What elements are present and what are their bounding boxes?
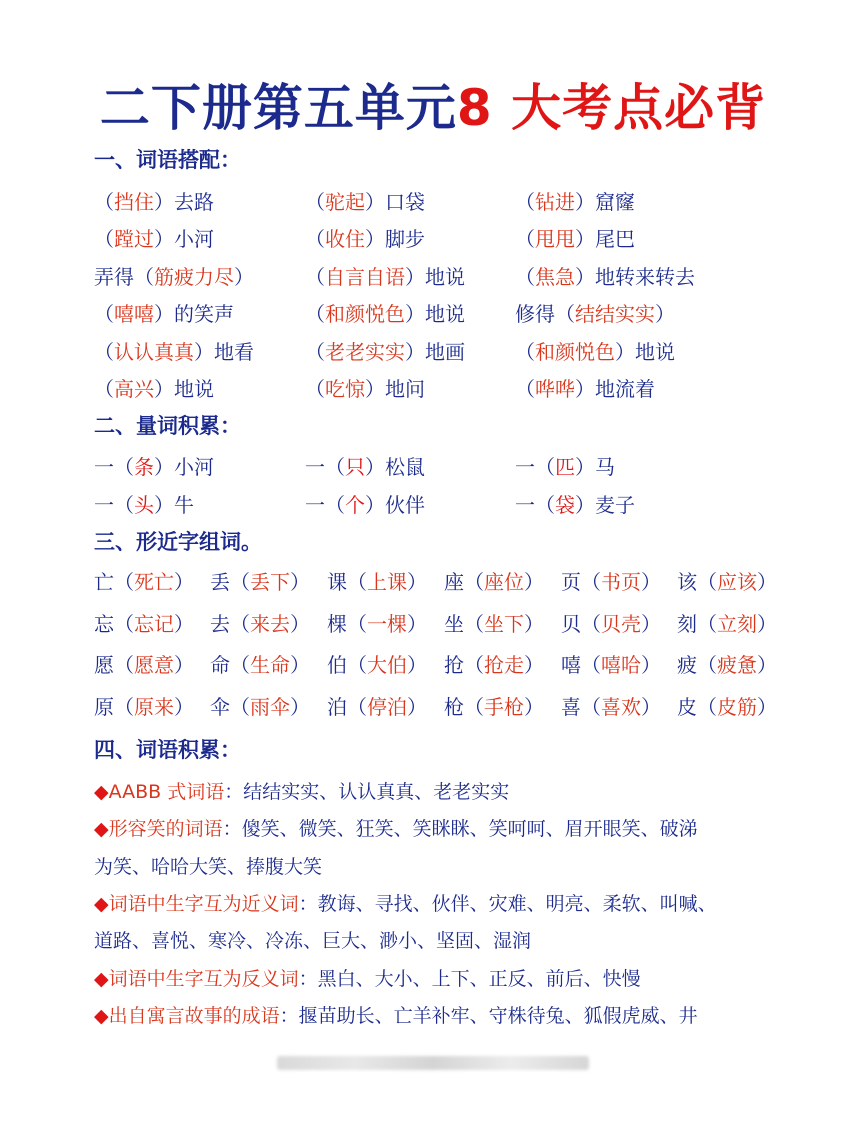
accumulation-line <box>94 927 531 955</box>
base-char: 原 <box>94 695 114 720</box>
phrase-suffix: 地转来转去 <box>595 264 695 289</box>
line-text: 道路、喜悦、寒冷、冷冻、巨大、渺小、坚固、湿润 <box>94 930 532 953</box>
phrase-entry <box>305 491 425 519</box>
line-text: ：教诲、寻找、伙伴、灾难、明亮、柔软、叫喊、 <box>298 892 717 915</box>
answer-text: 挡住 <box>114 190 154 214</box>
char-group <box>327 693 427 721</box>
paren-close: ） <box>407 611 427 636</box>
phrase-entry <box>94 338 254 366</box>
paren-open: （ <box>515 377 535 401</box>
char-group <box>94 610 194 638</box>
paren-open: （ <box>305 377 325 401</box>
paren-close: ） <box>407 653 427 678</box>
answer-text: 生命 <box>250 653 290 678</box>
phrase-entry <box>94 375 214 403</box>
char-group <box>444 610 544 638</box>
phrase-suffix: 的笑声 <box>174 302 234 327</box>
char-group <box>444 568 544 596</box>
phrase-entry <box>305 188 425 216</box>
paren-open: （ <box>305 190 325 214</box>
paren-close: ） <box>575 493 595 517</box>
diamond-bullet-icon: ◆ <box>94 781 109 803</box>
paren-close: ） <box>154 455 174 479</box>
paren-close: ） <box>641 653 661 678</box>
paren-close: ） <box>174 695 194 720</box>
base-char: 页 <box>561 570 581 594</box>
paren-close: ） <box>407 695 427 720</box>
phrase-entry <box>515 225 635 253</box>
paren-close: ） <box>365 377 385 401</box>
phrase-entry <box>515 491 635 519</box>
paren-close: ） <box>154 377 174 401</box>
phrase-entry <box>94 453 214 481</box>
paren-close: ） <box>234 264 254 289</box>
paren-close: ） <box>365 190 385 214</box>
phrase-suffix: 地画 <box>425 339 465 364</box>
base-char: 座 <box>444 570 464 594</box>
paren-open: （ <box>535 455 555 479</box>
diamond-bullet-icon: ◆ <box>94 1004 109 1027</box>
answer-text: 甩甩 <box>535 227 575 252</box>
paren-close: ） <box>575 227 595 252</box>
paren-open: （ <box>230 611 250 636</box>
paren-open: （ <box>305 302 325 327</box>
paren-close: ） <box>405 264 425 289</box>
paren-open: （ <box>114 653 134 678</box>
char-group <box>677 651 777 679</box>
paren-close: ） <box>365 455 385 479</box>
line-text: ：黑白、大小、上下、正反、前后、快慢 <box>298 967 641 990</box>
answer-text: 头 <box>134 493 154 517</box>
paren-open: （ <box>464 653 484 678</box>
paren-open: （ <box>535 493 555 517</box>
paren-close: ） <box>615 339 635 364</box>
paren-close: ） <box>290 611 310 636</box>
answer-text: 嘻哈 <box>601 653 641 678</box>
accumulation-line <box>94 778 509 806</box>
section3-heading: 三、形近字组词。 <box>94 530 262 554</box>
phrase-entry <box>305 453 425 481</box>
answer-text: 和颜悦色 <box>325 302 405 327</box>
phrase-suffix: 窟窿 <box>595 190 635 214</box>
paren-open: （ <box>325 455 345 479</box>
answer-text: 喜欢 <box>601 695 641 720</box>
phrase-suffix: 牛 <box>174 493 194 517</box>
paren-open: （ <box>464 695 484 720</box>
answer-text: 书页 <box>601 570 641 594</box>
answer-text: 自言自语 <box>325 264 405 289</box>
base-char: 丢 <box>210 570 230 594</box>
paren-open: （ <box>114 611 134 636</box>
answer-text: 应该 <box>717 570 757 594</box>
paren-close: ） <box>174 653 194 678</box>
phrase-entry <box>94 263 254 291</box>
paren-close: ） <box>641 611 661 636</box>
accumulation-line <box>94 890 717 918</box>
answer-text: 抢走 <box>484 653 524 678</box>
paren-open: （ <box>515 190 535 214</box>
answer-text: 钻进 <box>535 190 575 214</box>
paren-close: ） <box>575 190 595 214</box>
phrase-entry <box>305 263 465 291</box>
paren-open: （ <box>347 653 367 678</box>
base-char: 坐 <box>444 611 464 636</box>
paren-close: ） <box>575 455 595 479</box>
paren-close: ） <box>290 695 310 720</box>
category-label: 词语中生字互为反义词 <box>108 967 299 990</box>
paren-open: （ <box>94 339 114 364</box>
base-char: 皮 <box>677 695 697 720</box>
paren-close: ） <box>154 493 174 517</box>
phrase-prefix: 一 <box>515 493 535 517</box>
paren-close: ） <box>757 611 777 636</box>
paren-open: （ <box>464 611 484 636</box>
answer-text: 来去 <box>250 611 290 636</box>
char-group <box>561 610 661 638</box>
accumulation-line <box>94 815 698 843</box>
phrase-prefix: 一 <box>305 455 325 479</box>
paren-open: （ <box>697 611 717 636</box>
paren-close: ） <box>524 611 544 636</box>
phrase-entry <box>94 300 234 328</box>
answer-text: 哗哗 <box>535 377 575 401</box>
phrase-prefix: 修得 <box>515 302 555 327</box>
line-text: ：揠苗助长、亡羊补牢、守株待兔、狐假虎威、井 <box>279 1004 698 1027</box>
base-char: 疲 <box>677 653 697 678</box>
char-group <box>327 651 427 679</box>
phrase-suffix: 马 <box>595 455 615 479</box>
char-group <box>444 651 544 679</box>
answer-text: 原来 <box>134 695 174 720</box>
line-text: ：傻笑、微笑、狂笑、笑眯眯、笑呵呵、眉开眼笑、破涕 <box>222 818 698 841</box>
accumulation-line <box>94 1002 698 1030</box>
phrase-suffix: 地说 <box>425 302 465 327</box>
base-char: 伯 <box>327 653 347 678</box>
char-group <box>677 610 777 638</box>
phrase-entry <box>515 300 675 328</box>
base-char: 课 <box>327 570 347 594</box>
base-char: 伞 <box>210 695 230 720</box>
paren-close: ） <box>575 264 595 289</box>
paren-open: （ <box>305 339 325 364</box>
phrase-prefix: 一 <box>94 493 114 517</box>
paren-open: （ <box>305 227 325 252</box>
paren-close: ） <box>757 570 777 594</box>
phrase-suffix: 口袋 <box>385 190 425 214</box>
base-char: 贝 <box>561 611 581 636</box>
paren-close: ） <box>290 570 310 594</box>
answer-text: 袋 <box>555 493 575 517</box>
char-group <box>561 693 661 721</box>
paren-close: ） <box>405 302 425 327</box>
answer-text: 坐下 <box>484 611 524 636</box>
answer-text: 条 <box>134 455 154 479</box>
answer-text: 疲惫 <box>717 653 757 678</box>
char-group <box>677 568 777 596</box>
answer-text: 蹚过 <box>114 227 154 252</box>
paren-open: （ <box>114 570 134 594</box>
phrase-suffix: 小河 <box>174 227 214 252</box>
line-text: ：结结实实、认认真真、老老实实 <box>224 781 510 803</box>
answer-text: 立刻 <box>717 611 757 636</box>
phrase-entry <box>515 188 635 216</box>
paren-open: （ <box>325 493 345 517</box>
paren-close: ） <box>365 493 385 517</box>
category-label: 词语中生字互为近义词 <box>108 892 299 915</box>
phrase-prefix: 一 <box>94 455 114 479</box>
paren-open: （ <box>230 695 250 720</box>
paren-open: （ <box>94 190 114 214</box>
char-group <box>210 651 310 679</box>
char-group <box>327 568 427 596</box>
page-title <box>0 78 866 138</box>
paren-close: ） <box>154 302 174 327</box>
phrase-suffix: 地看 <box>214 339 254 364</box>
char-group <box>210 693 310 721</box>
phrase-suffix: 地说 <box>425 264 465 289</box>
answer-text: 愿意 <box>134 653 174 678</box>
answer-text: 上课 <box>367 570 407 594</box>
phrase-suffix: 麦子 <box>595 493 635 517</box>
answer-text: 皮筋 <box>717 695 757 720</box>
phrase-suffix: 地说 <box>635 339 675 364</box>
base-char: 亡 <box>94 570 114 594</box>
diamond-bullet-icon: ◆ <box>94 967 109 990</box>
answer-text: 贝壳 <box>601 611 641 636</box>
category-label: 形容笑的词语 <box>108 818 223 841</box>
diamond-bullet-icon: ◆ <box>94 818 109 841</box>
title-part1: 二下册第五单元 <box>99 79 457 137</box>
base-char: 泊 <box>327 695 347 720</box>
answer-text: 和颜悦色 <box>535 339 615 364</box>
paren-open: （ <box>697 570 717 594</box>
paren-open: （ <box>230 570 250 594</box>
phrase-prefix: 一 <box>515 455 535 479</box>
paren-close: ） <box>524 653 544 678</box>
answer-text: 一棵 <box>367 611 407 636</box>
paren-open: （ <box>581 570 601 594</box>
answer-text: 雨伞 <box>250 695 290 720</box>
answer-text: 收住 <box>325 227 365 252</box>
paren-open: （ <box>347 570 367 594</box>
paren-close: ） <box>655 302 675 327</box>
char-group <box>210 568 310 596</box>
base-char: 刻 <box>677 611 697 636</box>
phrase-suffix: 松鼠 <box>385 455 425 479</box>
category-label: 出自寓言故事的成语 <box>108 1004 280 1027</box>
answer-text: 驼起 <box>325 190 365 214</box>
char-group <box>94 568 194 596</box>
paren-open: （ <box>347 611 367 636</box>
phrase-entry <box>305 225 425 253</box>
paren-open: （ <box>230 653 250 678</box>
phrase-suffix: 去路 <box>174 190 214 214</box>
phrase-prefix: 一 <box>305 493 325 517</box>
category-label: AABB 式词语 <box>108 781 225 803</box>
paren-close: ） <box>524 695 544 720</box>
answer-text: 大伯 <box>367 653 407 678</box>
phrase-entry <box>94 491 194 519</box>
char-group <box>561 651 661 679</box>
paren-close: ） <box>194 339 214 364</box>
phrase-suffix: 伙伴 <box>385 493 425 517</box>
section1-heading: 一、词语搭配： <box>94 148 241 172</box>
paren-open: （ <box>134 264 154 289</box>
paren-open: （ <box>581 653 601 678</box>
answer-text: 认认真真 <box>114 339 194 364</box>
phrase-entry <box>305 300 465 328</box>
paren-open: （ <box>581 695 601 720</box>
base-char: 该 <box>677 570 697 594</box>
paren-open: （ <box>114 493 134 517</box>
base-char: 命 <box>210 653 230 678</box>
paren-close: ） <box>290 653 310 678</box>
paren-close: ） <box>174 611 194 636</box>
phrase-suffix: 小河 <box>174 455 214 479</box>
answer-text: 老老实实 <box>325 339 405 364</box>
paren-close: ） <box>641 695 661 720</box>
paren-close: ） <box>757 653 777 678</box>
paren-open: （ <box>94 227 114 252</box>
paren-close: ） <box>154 227 174 252</box>
paren-open: （ <box>94 302 114 327</box>
title-part2: 8 大考点必背 <box>456 79 767 137</box>
section2-heading: 二、量词积累： <box>94 414 241 438</box>
answer-text: 个 <box>345 493 365 517</box>
phrase-suffix: 地问 <box>385 377 425 401</box>
phrase-suffix: 地流着 <box>595 377 655 401</box>
phrase-prefix: 弄得 <box>94 264 134 289</box>
phrase-suffix: 脚步 <box>385 227 425 252</box>
paren-open: （ <box>305 264 325 289</box>
answer-text: 筋疲力尽 <box>154 264 234 289</box>
paren-close: ） <box>524 570 544 594</box>
paren-open: （ <box>94 377 114 401</box>
paren-close: ） <box>641 570 661 594</box>
paren-open: （ <box>581 611 601 636</box>
paren-close: ） <box>154 190 174 214</box>
answer-text: 高兴 <box>114 377 154 401</box>
phrase-entry <box>515 375 655 403</box>
char-group <box>327 610 427 638</box>
phrase-entry <box>305 338 465 366</box>
section4-heading: 四、词语积累： <box>94 738 241 762</box>
base-char: 愿 <box>94 653 114 678</box>
base-char: 去 <box>210 611 230 636</box>
phrase-suffix: 尾巴 <box>595 227 635 252</box>
paren-open: （ <box>114 695 134 720</box>
diamond-bullet-icon: ◆ <box>94 892 109 915</box>
char-group <box>210 610 310 638</box>
char-group <box>94 651 194 679</box>
char-group <box>561 568 661 596</box>
paren-close: ） <box>365 227 385 252</box>
accumulation-line <box>94 965 641 993</box>
phrase-entry <box>94 188 214 216</box>
phrase-entry <box>515 338 675 366</box>
base-char: 抢 <box>444 653 464 678</box>
paren-open: （ <box>515 264 535 289</box>
base-char: 枪 <box>444 695 464 720</box>
base-char: 嘻 <box>561 653 581 678</box>
char-group <box>94 693 194 721</box>
paren-open: （ <box>555 302 575 327</box>
char-group <box>677 693 777 721</box>
phrase-entry <box>515 453 615 481</box>
answer-text: 座位 <box>484 570 524 594</box>
phrase-entry <box>515 263 695 291</box>
answer-text: 手枪 <box>484 695 524 720</box>
answer-text: 嘻嘻 <box>114 302 154 327</box>
answer-text: 匹 <box>555 455 575 479</box>
answer-text: 焦急 <box>535 264 575 289</box>
answer-text: 吃惊 <box>325 377 365 401</box>
paren-close: ） <box>174 570 194 594</box>
paren-close: ） <box>407 570 427 594</box>
paren-open: （ <box>515 227 535 252</box>
paren-open: （ <box>114 455 134 479</box>
base-char: 棵 <box>327 611 347 636</box>
phrase-suffix: 地说 <box>174 377 214 401</box>
line-text: 为笑、哈哈大笑、捧腹大笑 <box>94 855 323 878</box>
answer-text: 丢下 <box>250 570 290 594</box>
paren-open: （ <box>464 570 484 594</box>
paren-close: ） <box>405 339 425 364</box>
base-char: 喜 <box>561 695 581 720</box>
answer-text: 只 <box>345 455 365 479</box>
paren-close: ） <box>757 695 777 720</box>
answer-text: 死亡 <box>134 570 174 594</box>
paren-open: （ <box>347 695 367 720</box>
paren-open: （ <box>697 653 717 678</box>
phrase-entry <box>94 225 214 253</box>
base-char: 忘 <box>94 611 114 636</box>
accumulation-line <box>94 853 322 881</box>
watermark-blur <box>277 1056 589 1070</box>
paren-open: （ <box>697 695 717 720</box>
answer-text: 结结实实 <box>575 302 655 327</box>
char-group <box>444 693 544 721</box>
answer-text: 忘记 <box>134 611 174 636</box>
paren-open: （ <box>515 339 535 364</box>
phrase-entry <box>305 375 425 403</box>
answer-text: 停泊 <box>367 695 407 720</box>
paren-close: ） <box>575 377 595 401</box>
